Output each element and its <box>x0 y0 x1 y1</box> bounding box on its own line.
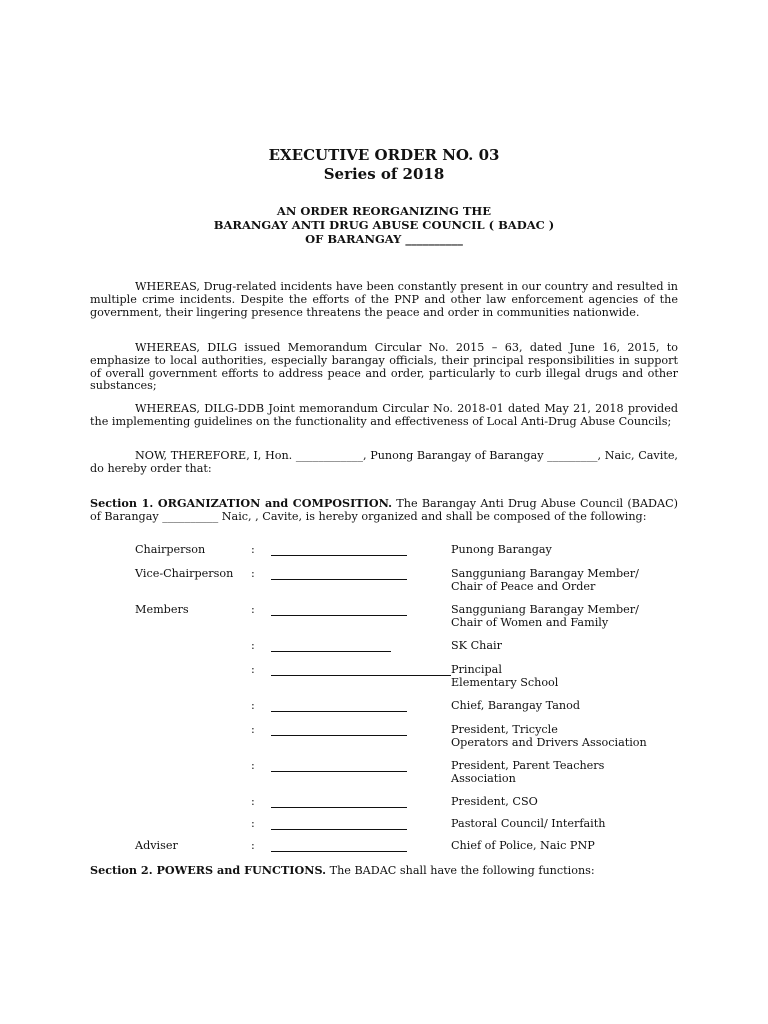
member-position-description: Pastoral Council/ Interfaith <box>451 817 606 830</box>
subtitle-line-1: AN ORDER REORGANIZING THE <box>276 204 492 218</box>
member-position-description: President, CSO <box>451 795 538 808</box>
section-2-paragraph <box>90 864 678 878</box>
member-position-description: Sangguniang Barangay Member/ Chair of Women and Family <box>451 603 639 629</box>
member-position-description: Chief of Police, Naic PNP <box>451 839 595 852</box>
member-row <box>0 604 768 632</box>
member-role-label: Vice-Chairperson <box>135 567 234 580</box>
member-colon: : <box>251 567 255 580</box>
member-position-description: President, Parent Teachers Association <box>451 759 605 785</box>
member-role-label: Adviser <box>135 839 178 852</box>
subtitle-line-3: OF BARANGAY __________ <box>305 232 463 246</box>
member-position-description: SK Chair <box>451 639 502 652</box>
member-colon: : <box>251 603 255 616</box>
member-row <box>0 568 768 596</box>
member-colon: : <box>251 839 255 852</box>
member-colon: : <box>251 723 255 736</box>
order-subtitle-block <box>0 204 768 246</box>
subtitle-line-2: BARANGAY ANTI DRUG ABUSE COUNCIL ( BADAC ) <box>213 218 555 232</box>
member-name-blank-line <box>271 615 407 616</box>
member-name-blank-line <box>271 851 407 852</box>
whereas-paragraph-1: WHEREAS, Drug-related incidents have been constantly present in our country and resulted in multiple crime incidents. Despite the efforts of the PNP and other law enforcement agencies of the government, their lingering presence threatens the peace and order in communities nationwide. <box>90 280 678 319</box>
member-name-blank-line <box>271 807 407 808</box>
now-therefore-paragraph: NOW, THEREFORE, I, Hon. ____________, Punong Barangay of Barangay _________, Naic, Cavite, do hereby order that: <box>90 449 678 475</box>
member-position-description: Principal Elementary School <box>451 663 559 689</box>
member-name-blank-line <box>271 675 451 676</box>
member-row <box>0 760 768 788</box>
member-name-blank-line <box>271 651 391 652</box>
member-role-label: Members <box>135 603 189 616</box>
member-name-blank-line <box>271 771 407 772</box>
whereas-paragraph-3: WHEREAS, DILG-DDB Joint memorandum Circular No. 2018-01 dated May 21, 2018 provided the implementing guidelines on the functionality and effectiveness of Local Anti-Drug Abuse Councils; <box>90 402 678 428</box>
member-position-description: Punong Barangay <box>451 543 552 556</box>
member-colon: : <box>251 759 255 772</box>
member-name-blank-line <box>271 711 407 712</box>
member-position-description: Sangguniang Barangay Member/ Chair of Peace and Order <box>451 567 639 593</box>
member-colon: : <box>251 795 255 808</box>
member-colon: : <box>251 817 255 830</box>
order-title-block <box>0 146 768 184</box>
order-number: EXECUTIVE ORDER NO. 03 <box>268 146 500 164</box>
member-colon: : <box>251 639 255 652</box>
member-colon: : <box>251 663 255 676</box>
section-1-heading: Section 1. ORGANIZATION and COMPOSITION. <box>90 496 393 510</box>
whereas-paragraph-2: WHEREAS, DILG issued Memorandum Circular No. 2015 – 63, dated June 16, 2015, to emphasize to local authorities, especially barangay officials, their principal responsibilities in support of overall government efforts to address peace and order, particularly to curb illegal drugs and other substances; <box>90 341 678 393</box>
member-row <box>0 724 768 752</box>
member-name-blank-line <box>271 579 407 580</box>
member-role-label: Chairperson <box>135 543 206 556</box>
section-2-text: The BADAC shall have the following functions: <box>326 864 595 877</box>
member-row <box>0 664 768 692</box>
member-colon: : <box>251 699 255 712</box>
order-series: Series of 2018 <box>323 165 445 183</box>
member-name-blank-line <box>271 555 407 556</box>
section-1-paragraph <box>90 497 678 524</box>
section-2-heading: Section 2. POWERS and FUNCTIONS. <box>90 863 327 877</box>
member-name-blank-line <box>271 829 407 830</box>
member-name-blank-line <box>271 735 407 736</box>
member-colon: : <box>251 543 255 556</box>
member-position-description: President, Tricycle Operators and Drivers Association <box>451 723 647 749</box>
section-1-text: The Barangay Anti Drug Abuse Council (BADAC) of Barangay __________ Naic, , Cavite, is hereby organized and shall be composed of the following: <box>90 497 678 523</box>
member-position-description: Chief, Barangay Tanod <box>451 699 581 712</box>
